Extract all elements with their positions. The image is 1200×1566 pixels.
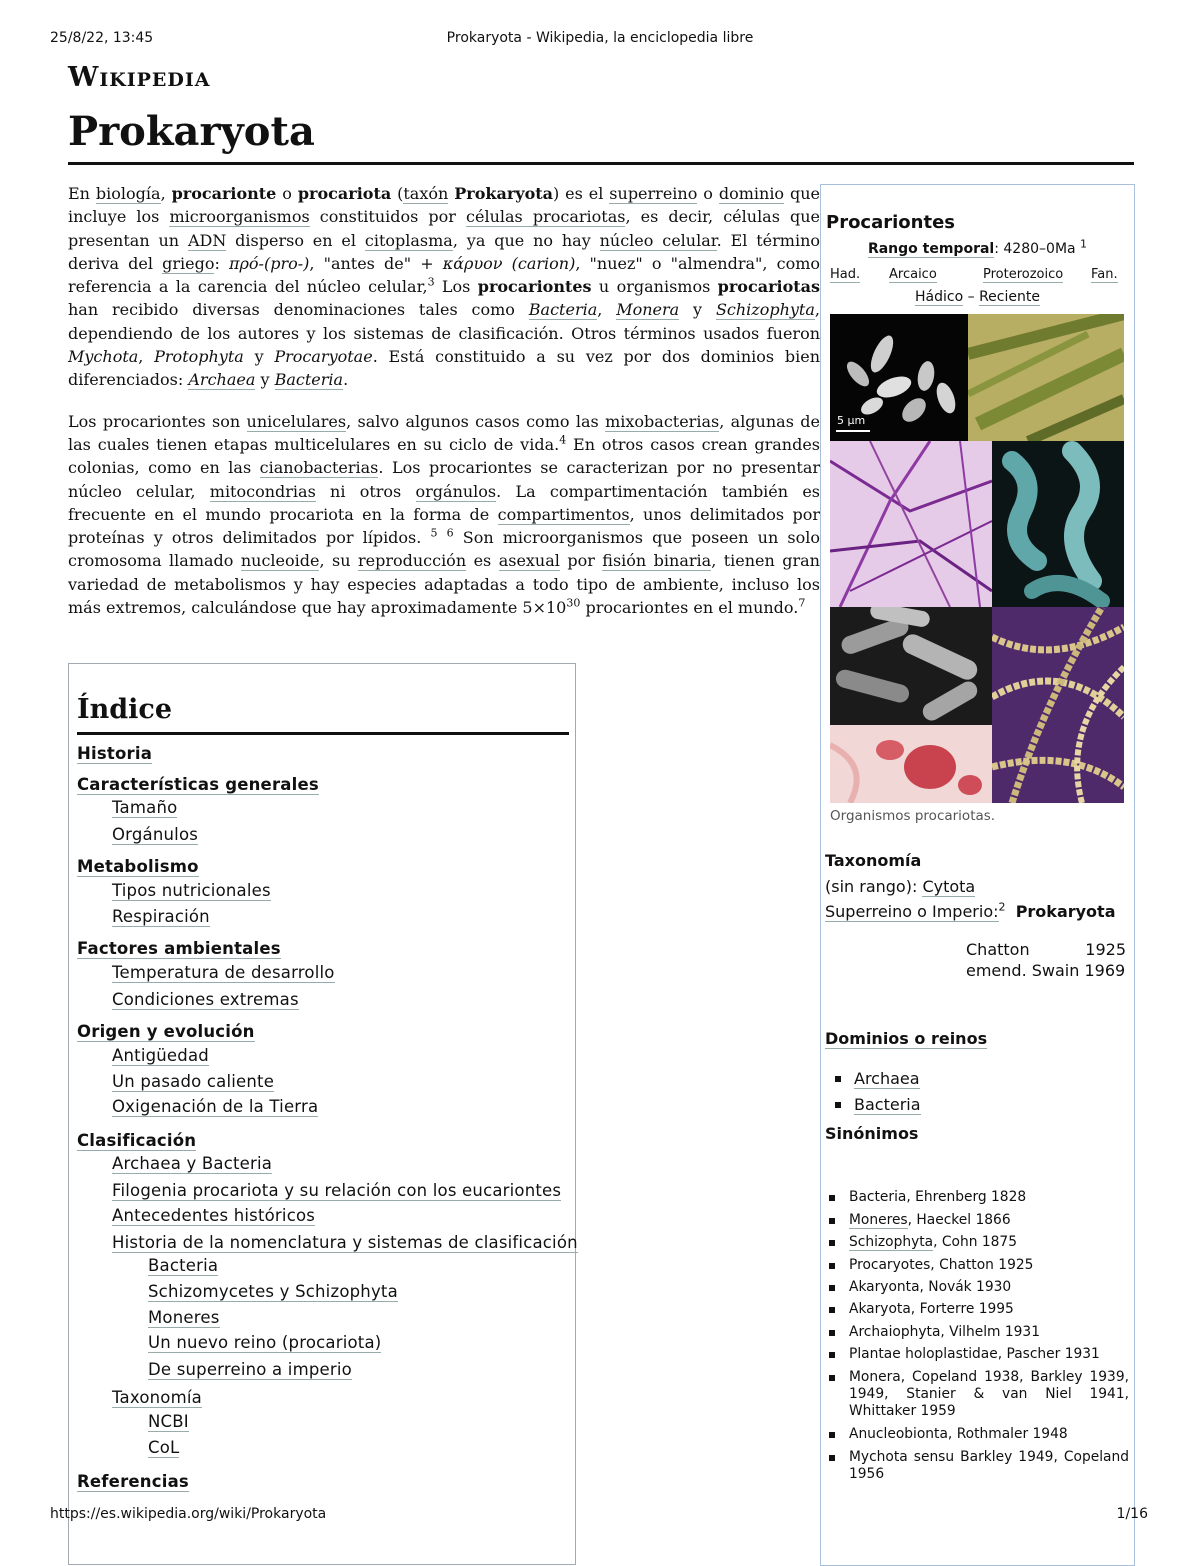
toc-title: Índice [77,694,173,725]
toc-item[interactable]: NCBI [148,1412,189,1431]
link-nucleo-celular[interactable]: núcleo celular [599,230,717,250]
link-bacteria[interactable]: Bacteria [528,300,598,320]
toc-item[interactable]: De superreino a imperio [148,1360,352,1379]
eon-to-link[interactable]: Reciente [979,289,1040,305]
toc-item[interactable]: Condiciones extremas [112,990,299,1009]
toc-item[interactable]: Tipos nutricionales [112,881,271,900]
link-monera[interactable]: Monera [616,300,680,320]
rank-superkingdom: Superreino o Imperio:$^2$ Prokaryota [825,900,1116,921]
synonym-item: Akaryota, Forterre 1995 [829,1301,1129,1318]
reference-4[interactable]: 4 [559,433,567,447]
toc-item[interactable]: Oxigenación de la Tierra [112,1097,319,1116]
link-griego[interactable]: griego [162,253,215,273]
domain-item[interactable]: Archaea [835,1069,920,1088]
filaments-drawing [968,314,1124,441]
link-citoplasma[interactable]: citoplasma [364,230,453,250]
synonym-item: Archaiophyta, Vilhelm 1931 [829,1324,1129,1341]
reference-5[interactable]: 5 [430,526,438,540]
stained-filaments-drawing [830,441,992,607]
photo-filamentous-cyanobacteria[interactable] [968,314,1124,441]
synonym-item: Procaryotes, Chatton 1925 [829,1257,1129,1274]
era-phanerozoic[interactable]: Fan. [1091,267,1118,282]
article-body [68,182,820,637]
toc-item[interactable]: Respiración [112,907,210,926]
synonym-item: Plantae holoplastidae, Pascher 1931 [829,1346,1129,1363]
link-cianobacterias[interactable]: cianobacterias [259,458,379,478]
toc-item[interactable]: Características generales [77,775,319,794]
page-title: Prokaryota [68,108,315,155]
reference-1[interactable]: 1 [1080,237,1088,251]
link-asexual[interactable]: asexual [498,551,560,571]
toc-item[interactable]: Factores ambientales [77,939,281,958]
toc-item[interactable]: Archaea y Bacteria [112,1154,273,1173]
synonym-item: Moneres, Haeckel 1866 [829,1212,1129,1229]
reference-7[interactable]: 7 [798,596,806,610]
era-archean[interactable]: Arcaico [889,267,937,282]
toc-item[interactable]: Taxonomía [112,1388,202,1407]
link-moneres[interactable]: Moneres [849,1212,908,1228]
title-divider [68,162,1134,165]
toc-item[interactable]: Referencias [77,1472,189,1491]
link-microorganismos[interactable]: microorganismos [169,207,310,227]
eon-range: Hádico – Reciente [915,289,1040,305]
eon-from-link[interactable]: Hádico [915,289,964,305]
toc-item[interactable]: Origen y evolución [77,1022,255,1041]
era-hadean[interactable]: Had. [830,267,861,282]
taxobox [820,184,1135,1566]
synonym-item: Akaryonta, Novák 1930 [829,1279,1129,1296]
link-fision-binaria[interactable]: fisión binaria [602,551,712,571]
rank-unranked: (sin rango): Cytota [825,877,976,896]
link-celulas-procariotas[interactable]: células procariotas [466,207,626,227]
toc-item[interactable]: Metabolismo [77,857,199,876]
toc-item[interactable]: Bacteria [148,1256,219,1275]
chains-drawing [992,607,1124,803]
image-caption: Organismos procariotas. [830,808,996,824]
link-nucleoide[interactable]: nucleoide [240,551,320,571]
photo-spiral-bacteria-sem[interactable] [992,441,1124,607]
print-datetime: 25/8/22, 13:45 [50,30,154,46]
link-archaea[interactable]: Archaea [188,370,256,390]
reference-3[interactable]: 3 [427,275,435,289]
taxonomy-heading: Taxonomía [825,851,922,870]
ecoli-drawing [830,607,992,725]
link-schizophyta[interactable]: Schizophyta [715,300,815,320]
link-taxon[interactable]: taxón [403,184,449,203]
photo-ecoli-sem[interactable] [830,607,992,725]
link-adn[interactable]: ADN [187,230,227,250]
time-range: Rango temporal: 4280–0Ma $^1$ [867,237,1088,257]
toc-item[interactable]: Antecedentes históricos [112,1206,316,1225]
photo-chain-bacteria[interactable] [992,607,1124,803]
toc-item[interactable]: Tamaño [112,798,178,817]
toc-item[interactable]: Clasificación [77,1131,197,1150]
print-document-title: Prokaryota - Wikipedia, la enciclopedia libre [446,30,754,46]
synonym-item: Bacteria, Ehrenberg 1828 [829,1189,1129,1206]
toc-item[interactable]: Orgánulos [112,825,199,844]
link-dominio[interactable]: dominio [718,184,785,203]
link-mixobacterias[interactable]: mixobacterias [605,411,720,431]
toc-item[interactable]: CoL [148,1438,180,1457]
domains-heading[interactable]: Dominios o reinos [825,1029,988,1048]
link-biologia[interactable]: biología [95,184,161,203]
table-of-contents [68,663,576,1565]
synonym-item: Schizophyta, Cohn 1875 [829,1234,1129,1251]
photo-gram-stain-filaments[interactable] [830,441,992,607]
wikipedia-wordmark[interactable]: Wikipedia [68,62,211,93]
link-schizophyta-syn[interactable]: Schizophyta [849,1234,934,1250]
toc-item[interactable]: Moneres [148,1308,220,1327]
photo-colony-culture[interactable] [830,725,992,803]
link-organulos[interactable]: orgánulos [415,481,497,501]
toc-item[interactable]: Historia de la nomenclatura y sistemas de clasificación [112,1233,578,1252]
synonym-item: Mychota sensu Barkley 1949, Copeland 1956 [829,1449,1129,1483]
toc-item[interactable]: Antigüedad [112,1046,209,1065]
toc-item[interactable]: Temperatura de desarrollo [112,963,335,982]
scale-bar-label: 5 µm [837,414,866,427]
synonym-item: Anucleobionta, Rothmaler 1948 [829,1426,1129,1443]
paragraph-intro: En biología, procarionte o procariota (taxón Prokaryota) es el superreino o dominio que incluye los microorganismos constituidos por células procariotas, es decir, células que presentan un ADN disperso en el citoplasma, ya que no hay núcleo celular. El término deriva del griego: πρό-(pro-), "antes de" + κάρυον (carion), "nuez" o "almendra", como referencia a la carencia del núcleo celular,$^3$ Los procariontes u organismos procariotas han recibido diversas denominaciones tales como Bacteria, Monera y Schizophyta, dependiendo de los autores y los sistemas de clasificación. Otros términos usados fueron Mychota, Protophyta y Procaryotae. Está constituido a su vez por dos dominios bien diferenciados: Archaea y Bacteria. [68,184,821,390]
link-mitocondrias[interactable]: mitocondrias [209,481,316,501]
toc-item[interactable]: Filogenia procariota y su relación con los eucariontes [112,1181,562,1200]
toc-divider [77,732,569,735]
print-page-number: 1/16 [1116,1506,1148,1522]
link-bacteria-2[interactable]: Bacteria [274,370,344,390]
paragraph-characteristics: Los procariontes son unicelulares, salvo algunos casos como las mixobacterias, algunas de las cuales tienen etapas multicelulares en su ciclo de vida.$^4$ En otros casos crean grandes colonias, como en las cianobacterias. Los procariontes se caracterizan por no presentar núcleo celular, mitocondrias ni otros orgánulos. La compartimentación también es frecuente en el mundo procariota en la forma de compartimentos, unos delimitados por proteínas y otros delimitados por lípidos. $^5$ $^6$ Son microorganismos que poseen un solo cromosoma llamado nucleoide, su reproducción es asexual por fisión binaria, tienen gran variedad de metabolismos y hay especies adaptadas a todo tipo de ambiente, incluso los más extremos, calculándose que hay aproximadamente $5\times 10^{30}$ procariontes en el mundo.$^7$ [68,411,821,618]
colonies-drawing [830,725,992,803]
toc-item[interactable]: Un pasado caliente [112,1072,275,1091]
domain-item[interactable]: Bacteria [835,1095,921,1114]
toc-item[interactable]: Historia [77,744,153,763]
reference-6[interactable]: 6 [446,526,454,540]
link-unicelulares[interactable]: unicelulares [246,411,347,431]
link-reproduccion[interactable]: reproducción [357,551,467,571]
time-range-link[interactable]: Rango temporal [867,241,995,257]
link-superreino[interactable]: superreino [609,184,698,203]
link-superreino-imperio[interactable]: Superreino o Imperio: [825,902,999,921]
reference-2[interactable]: 2 [998,900,1006,914]
synonyms-heading: Sinónimos [825,1124,919,1143]
link-cytota[interactable]: Cytota [922,877,976,896]
spiral-bacteria-drawing [992,441,1124,607]
taxobox-title: Procariontes [826,212,956,233]
synonym-item: Monera, Copeland 1938, Barkley 1939, 1949, Stanier & van Niel 1941, Whittaker 1959 [829,1369,1129,1420]
toc-item[interactable]: Schizomycetes y Schizophyta [148,1282,398,1301]
link-compartimentos[interactable]: compartimentos [497,504,630,524]
toc-item[interactable]: Un nuevo reino (procariota) [148,1333,382,1352]
era-proterozoic[interactable]: Proterozoico [983,267,1064,282]
taxon-authority: Chatton 1925 emend. Swain 1969 [966,940,1126,980]
print-url: https://es.wikipedia.org/wiki/Prokaryota [50,1506,327,1522]
photo-rod-bacteria-sem[interactable] [830,314,968,441]
